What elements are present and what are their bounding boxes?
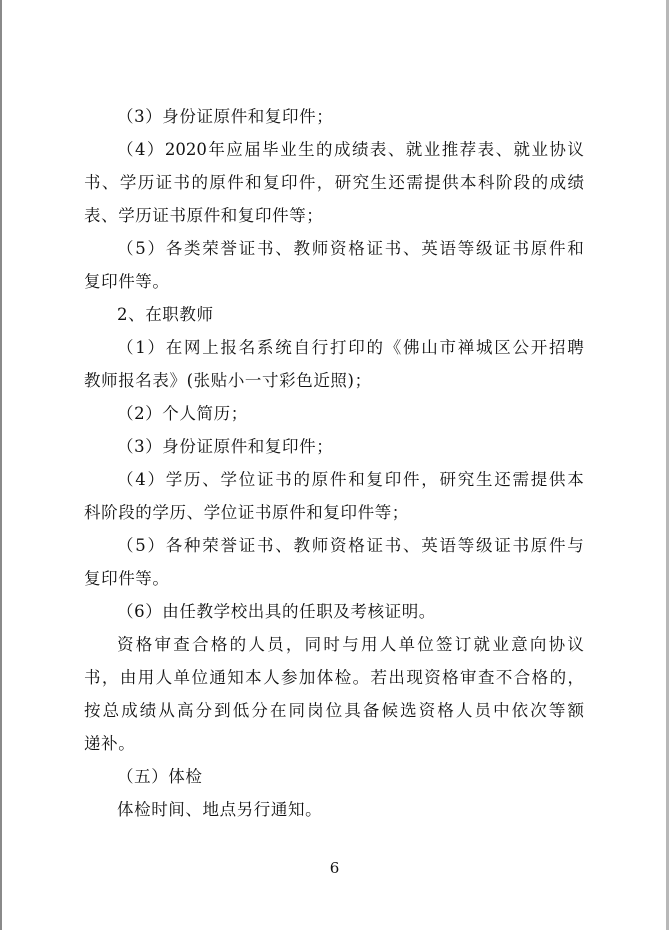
page-body (84, 100, 584, 826)
text-line: （ 4 ） 学 历 、 学 位 证 书 的 原 件 和 复 印 件 ， 研 究 生 还 需 提 供 本 (117, 470, 584, 489)
paragraph-item-3-id-card-2 (84, 430, 584, 463)
text-line: （ 5 ） 各 类 荣 誉 证 书 、 教 师 资 格 证 书 、 英 语 等 级 证 书 原 件 和 (117, 239, 584, 258)
paragraph-item-2-resume (84, 397, 584, 430)
paragraph-qualification-review-paragraph (84, 628, 584, 760)
text-line: （6）由任教学校出具的任职及考核证明。 (117, 602, 436, 621)
text-line: 递补。 (84, 734, 136, 753)
text-line: 2、在职教师 (117, 305, 214, 324)
text-line: 复印件等。 (84, 272, 170, 291)
paragraph-item-4-degree-certs (84, 463, 584, 529)
text-line: 教师报名表》(张贴小一寸彩色近照)； (84, 371, 372, 390)
text-line: 按 总 成 绩 从 高 分 到 低 分 在 同 岗 位 具 备 候 选 资 格 人 员 中 依 次 等 额 (84, 701, 584, 720)
text-line: （ 4 ） 2020 年 应 届 毕 业 生 的 成 绩 表 、 就 业 推 荐 表 、 就 业 协 议 (117, 140, 584, 159)
text-line: （2）个人简历； (117, 404, 248, 423)
paragraph-item-6-school-certificate (84, 595, 584, 628)
paragraph-physical-exam-notice (84, 793, 584, 826)
paragraph-heading-in-service-teachers (84, 298, 584, 331)
text-line: （3）身份证原件和复印件； (117, 437, 334, 456)
text-line: 资 格 审 查 合 格 的 人 员 ， 同 时 与 用 人 单 位 签 订 就 业 意 向 协 议 (117, 635, 584, 654)
text-line: 书 ， 由 用 人 单 位 通 知 本 人 参 加 体 检 。 若 出 现 资 格 审 查 不 合 格 的 ， (84, 668, 584, 687)
paragraph-item-1-registration-form (84, 331, 584, 397)
text-line: 书 、 学 历 证 书 的 原 件 和 复 印 件 ， 研 究 生 还 需 提 供 本 科 阶 段 的 成 绩 (84, 173, 584, 192)
text-line: （ 5 ） 各 种 荣 誉 证 书 、 教 师 资 格 证 书 、 英 语 等 级 证 书 原 件 与 (117, 536, 584, 555)
text-line: （五）体检 (117, 767, 203, 786)
paragraph-item-3-id-card (84, 100, 584, 133)
paragraph-item-4-graduate-docs (84, 133, 584, 232)
page-number: 6 (329, 859, 340, 877)
text-line: （ 1 ） 在 网 上 报 名 系 统 自 行 打 印 的 《 佛 山 市 禅 城 区 公 开 招 聘 (117, 338, 584, 357)
paragraph-item-5-honor-certs-2 (84, 529, 584, 595)
text-line: 体检时间、地点另行通知。 (117, 800, 323, 819)
text-line: 表、学历证书原件和复印件等； (84, 206, 324, 225)
text-line: 复印件等。 (84, 569, 170, 588)
paragraph-heading-physical-exam (84, 760, 584, 793)
text-line: 科阶段的学历、学位证书原件和复印件等； (84, 503, 409, 522)
text-line: （3）身份证原件和复印件； (117, 107, 334, 126)
paragraph-item-5-honor-certs (84, 232, 584, 298)
left-page-edge (0, 0, 2, 930)
